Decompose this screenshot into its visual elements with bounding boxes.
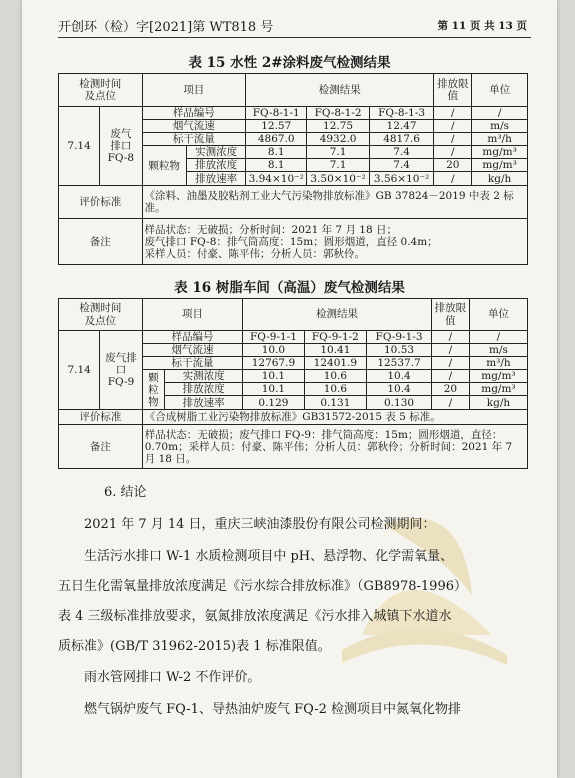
value-3: 7.4	[369, 159, 434, 172]
value-1: 3.94×10⁻²	[246, 172, 307, 186]
value-3: 3.56×10⁻²	[369, 172, 434, 186]
limit-value: /	[434, 146, 472, 159]
limit-value: 20	[434, 159, 472, 172]
table-15-header-row	[59, 74, 528, 107]
table-15	[58, 73, 528, 265]
value-1: 12767.9	[243, 357, 304, 370]
value-2: 7.1	[307, 159, 369, 172]
header-time-place: 检测时间 及点位	[59, 74, 143, 107]
sampling-point: 废气排 口 FQ-9	[100, 331, 142, 410]
value-2: 10.6	[304, 383, 367, 396]
value-3: 10.4	[367, 370, 432, 383]
test-date: 7.14	[59, 107, 100, 186]
value-2: 12.75	[307, 120, 369, 133]
unit-value: kg/h	[469, 396, 527, 410]
conclusion-heading: 6. 结论	[104, 485, 147, 500]
note-row	[59, 425, 528, 469]
value-3: 10.53	[367, 344, 432, 357]
item-name: 实测浓度	[187, 146, 246, 159]
item-name: 样品编号	[142, 107, 246, 120]
header-divider	[58, 37, 531, 38]
standard-text: 《合成树脂工业污染物排放标准》GB31572-2015 表 5 标准。	[142, 410, 527, 425]
page-number: 第 11 页 共 13 页	[437, 20, 527, 32]
value-1: 10.0	[243, 344, 304, 357]
value-3: 4817.6	[369, 133, 434, 146]
value-1: FQ-9-1-1	[243, 331, 304, 344]
value-1: 12.57	[246, 120, 307, 133]
table-16-caption: 表 16 树脂车间（高温）废气检测结果	[174, 280, 405, 296]
value-2: 12401.9	[304, 357, 367, 370]
header-result: 检测结果	[246, 74, 434, 107]
value-2: 10.6	[304, 370, 367, 383]
standard-text: 《涂料、油墨及胶粘剂工业大气污染物排放标准》GB 37824－2019 中表 2 标准。	[142, 186, 527, 219]
limit-value: /	[431, 344, 469, 357]
particle-label: 颗粒物	[142, 146, 187, 186]
conclusion-paragraph: 2021 年 7 月 14 日，重庆三峡油漆股份有限公司检测期间：	[84, 517, 436, 532]
header-limit: 排放限值	[434, 74, 472, 107]
unit-value: /	[472, 107, 528, 120]
value-1: 8.1	[246, 146, 307, 159]
value-1: 4867.0	[246, 133, 307, 146]
note-line: 废气排口 FQ-8：排气筒高度：15m；圆形烟道，直径 0.4m；	[144, 235, 438, 248]
item-name: 排放速率	[187, 172, 246, 186]
unit-value: m³/h	[472, 133, 528, 146]
value-3: FQ-8-1-3	[369, 107, 434, 120]
value-1: 10.1	[243, 370, 304, 383]
value-3: 12.47	[369, 120, 434, 133]
note-line: 样品状态：无破损；分析时间：2021 年 7 月 18 日；	[144, 223, 397, 236]
value-2: 4932.0	[307, 133, 369, 146]
note-label: 备注	[59, 425, 143, 469]
item-name: 烟气流速	[142, 120, 246, 133]
header-item: 项目	[142, 299, 242, 331]
value-3: 12537.7	[367, 357, 432, 370]
unit-value: m³/h	[469, 357, 527, 370]
value-2: 3.50×10⁻²	[307, 172, 369, 186]
value-3: 0.130	[367, 396, 432, 410]
item-name: 排放速率	[165, 396, 243, 410]
table-row	[59, 331, 528, 344]
unit-value: mg/m³	[472, 159, 528, 172]
limit-value: /	[431, 331, 469, 344]
conclusion-paragraph: 质标准》(GB/T 31962-2015)表 1 标准限值。	[58, 639, 331, 654]
item-name: 排放浓度	[165, 383, 243, 396]
limit-value: /	[434, 107, 472, 120]
value-2: 10.41	[304, 344, 367, 357]
value-3: 7.4	[369, 146, 434, 159]
limit-value: /	[434, 120, 472, 133]
unit-value: mg/m³	[472, 146, 528, 159]
item-name: 烟气流速	[142, 344, 242, 357]
sampling-point: 废气 排口 FQ-8	[100, 107, 142, 186]
item-name: 标干流量	[142, 133, 246, 146]
value-1: 10.1	[243, 383, 304, 396]
value-2: FQ-8-1-2	[307, 107, 369, 120]
table-16	[58, 298, 528, 469]
standard-row	[59, 410, 528, 425]
header-item: 项目	[142, 74, 246, 107]
standard-label: 评价标准	[59, 410, 143, 425]
conclusion-paragraph: 五日生化需氧量排放浓度满足《污水综合排放标准》（GB8978-1996）	[58, 579, 467, 594]
unit-value: mg/m³	[469, 370, 527, 383]
conclusion-paragraph: 雨水管网排口 W-2 不作评价。	[84, 670, 261, 685]
header-unit: 单位	[472, 74, 528, 107]
note-row	[59, 219, 528, 265]
header-limit: 排放限值	[431, 299, 469, 331]
table-15-caption: 表 15 水性 2#涂料废气检测结果	[188, 55, 391, 71]
value-2: 7.1	[307, 146, 369, 159]
limit-value: /	[431, 370, 469, 383]
header-unit: 单位	[469, 299, 527, 331]
unit-value: mg/m³	[469, 383, 527, 396]
test-date: 7.14	[59, 331, 100, 410]
note-line: 采样人员：付豪、陈平伟；分析人员：郭秋伶。	[144, 247, 366, 260]
document-page	[22, 0, 557, 778]
standard-row	[59, 186, 528, 219]
note-label: 备注	[59, 219, 143, 265]
particle-label: 颗 粒 物	[142, 370, 164, 410]
item-name: 排放浓度	[187, 159, 246, 172]
limit-value: /	[431, 396, 469, 410]
table-row	[59, 107, 528, 120]
value-2: 0.131	[304, 396, 367, 410]
conclusion-paragraph: 燃气锅炉废气 FQ-1、导热油炉废气 FQ-2 检测项目中氮氧化物排	[84, 702, 462, 717]
limit-value: /	[434, 133, 472, 146]
note-text	[142, 219, 527, 265]
table-16-header-row	[59, 299, 528, 331]
limit-value: 20	[431, 383, 469, 396]
item-name: 实测浓度	[165, 370, 243, 383]
value-3: FQ-9-1-3	[367, 331, 432, 344]
conclusion-paragraph: 生活污水排口 W-1 水质检测项目中 pH、悬浮物、化学需氧量、	[84, 549, 454, 564]
value-2: FQ-9-1-2	[304, 331, 367, 344]
standard-label: 评价标准	[59, 186, 143, 219]
header-result: 检测结果	[243, 299, 432, 331]
limit-value: /	[434, 172, 472, 186]
value-1: FQ-8-1-1	[246, 107, 307, 120]
conclusion-paragraph: 表 4 三级标准排放要求，氨氮排放浓度满足《污水排入城镇下水道水	[58, 609, 452, 624]
note-text: 样品状态：无破损；废气排口 FQ-9：排气筒高度：15m；圆形烟道，直径：0.70m；采样人员：付豪、陈平伟；分析人员：郭秋伶；分析时间：2021 年 7 月 18 日。	[142, 425, 527, 469]
report-number: 开创环（检）字[2021]第 WT818 号	[58, 20, 274, 35]
item-name: 标干流量	[142, 357, 242, 370]
limit-value: /	[431, 357, 469, 370]
header-time-place: 检测时间 及点位	[59, 299, 143, 331]
value-1: 0.129	[243, 396, 304, 410]
unit-value: m/s	[469, 344, 527, 357]
unit-value: /	[469, 331, 527, 344]
value-3: 10.4	[367, 383, 432, 396]
value-1: 8.1	[246, 159, 307, 172]
unit-value: m/s	[472, 120, 528, 133]
unit-value: kg/h	[472, 172, 528, 186]
item-name: 样品编号	[142, 331, 242, 344]
